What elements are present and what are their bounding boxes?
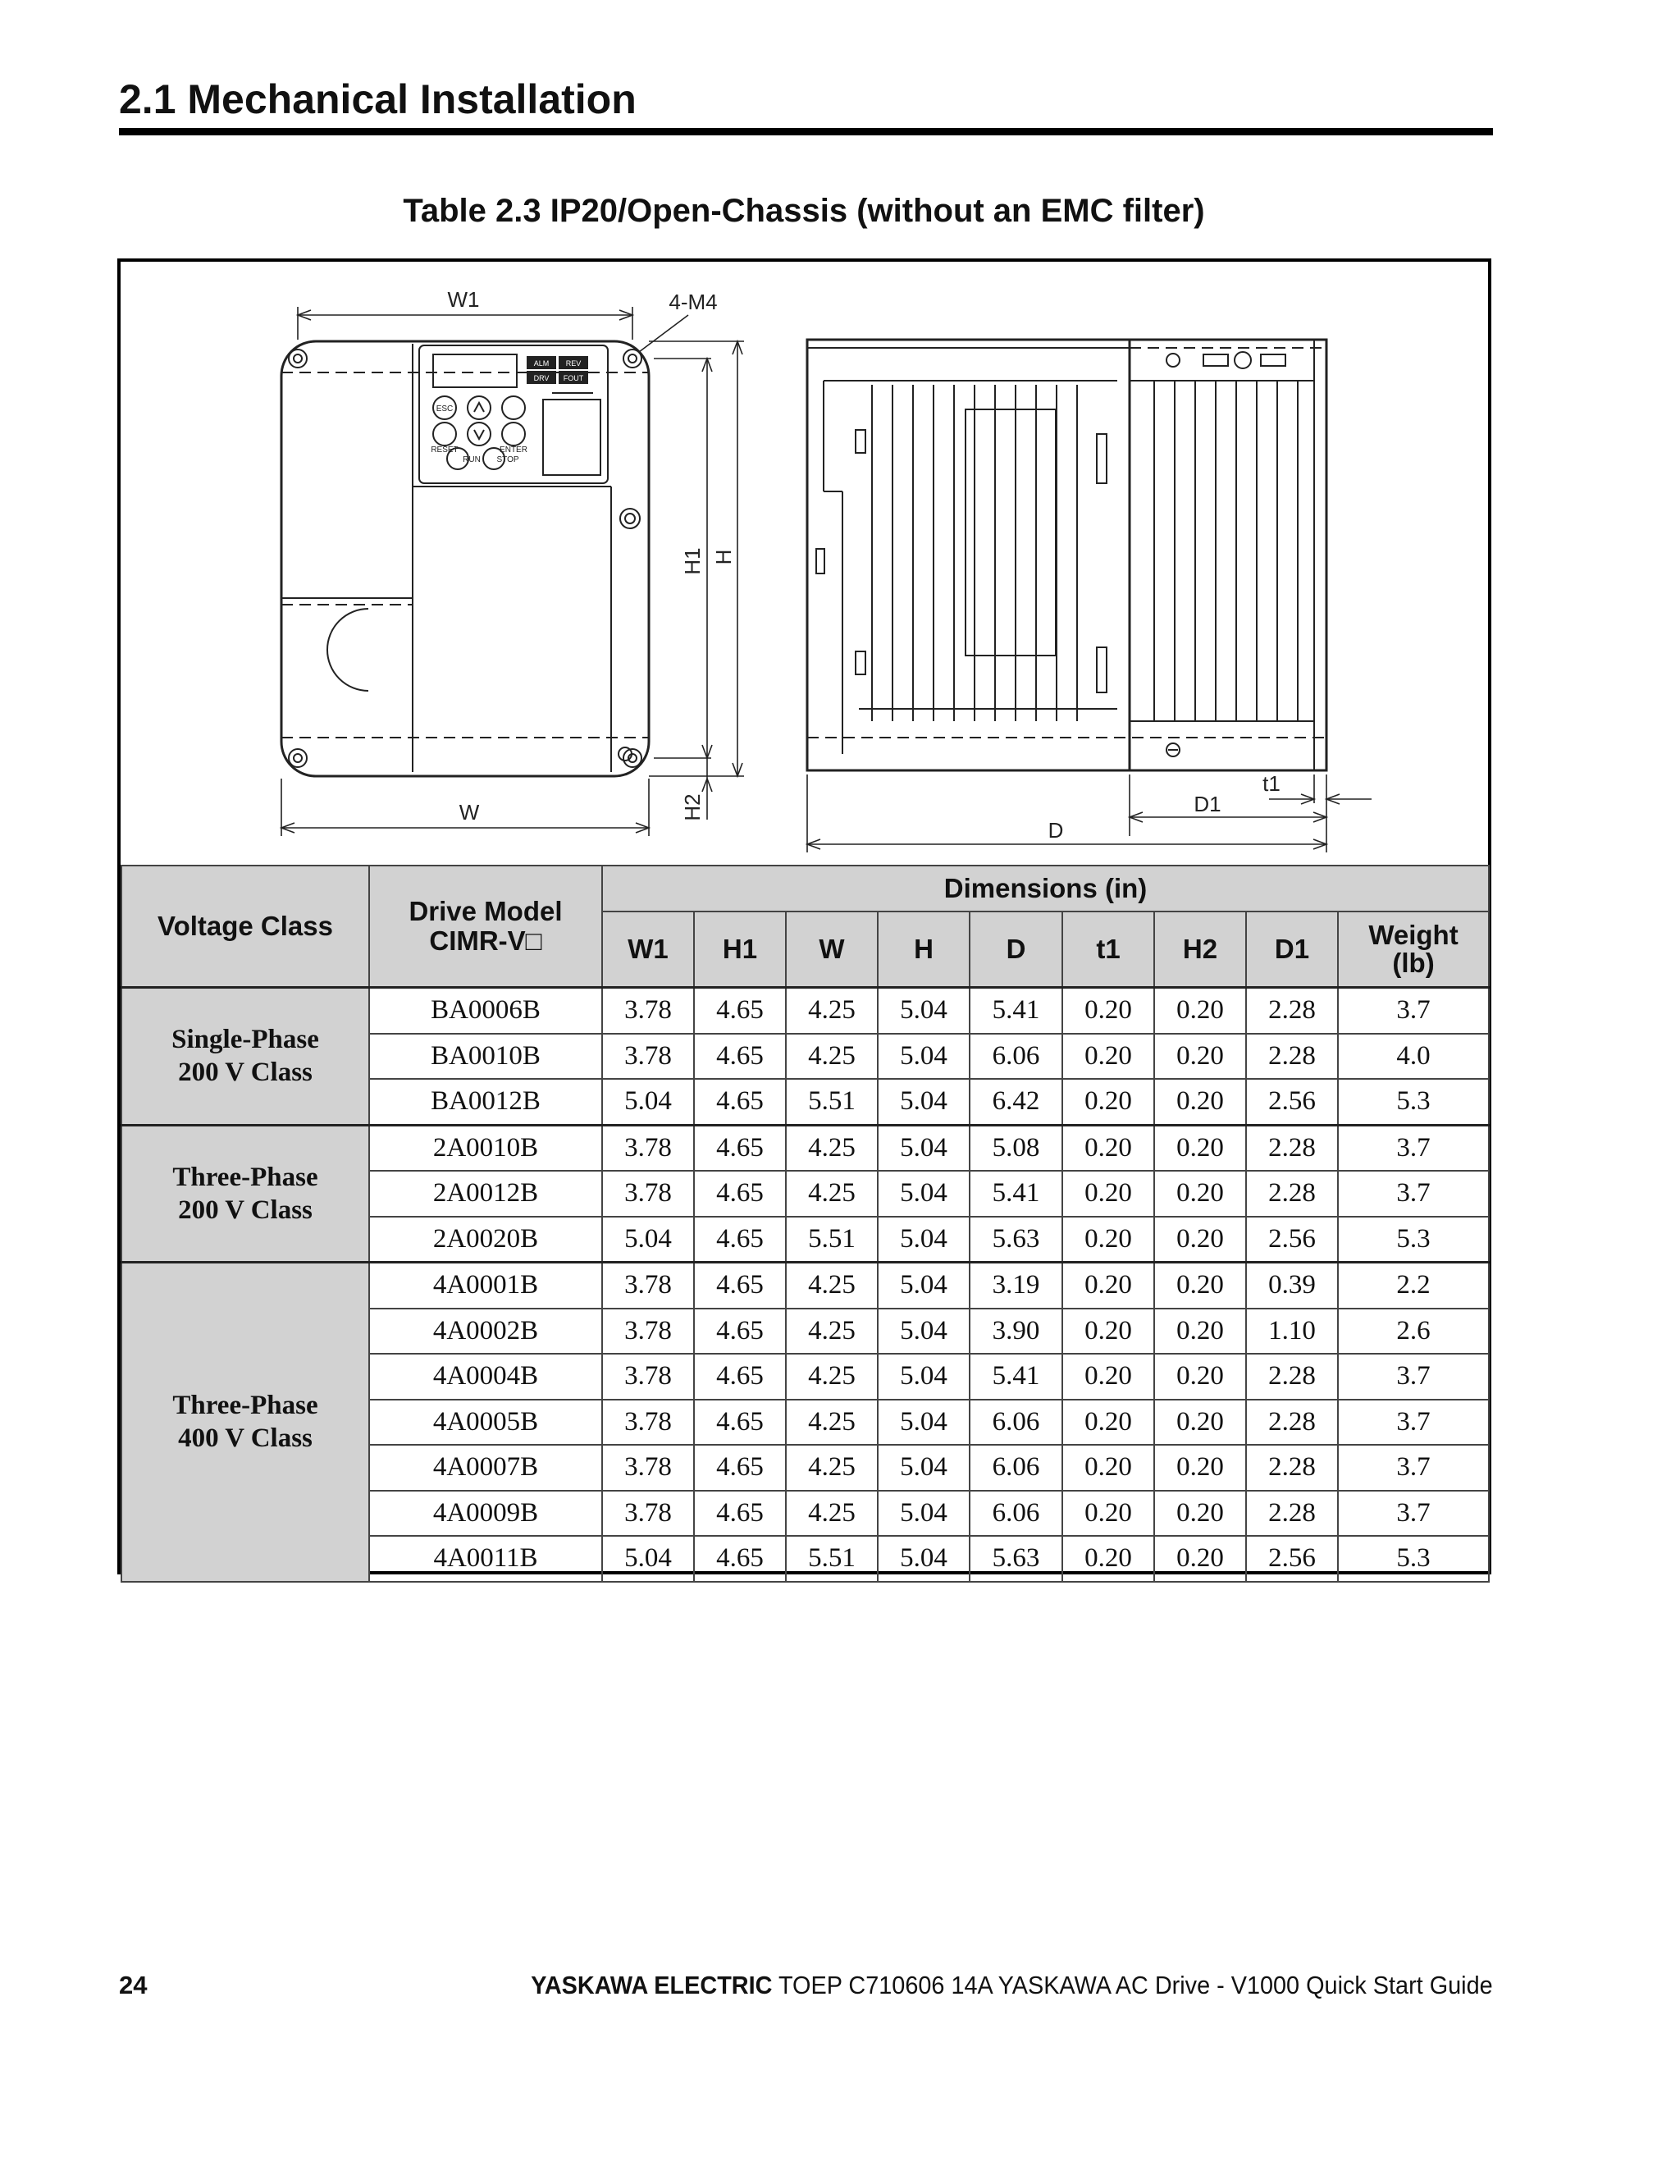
rev-label: REV	[565, 359, 582, 368]
cell-d: 5.41	[970, 988, 1062, 1034]
cell-weight: 3.7	[1338, 1354, 1489, 1400]
cell-d: 3.19	[970, 1263, 1062, 1309]
t1-label: t1	[1262, 771, 1281, 796]
cell-h2: 0.20	[1154, 1171, 1246, 1217]
cell-t1: 0.20	[1062, 1217, 1154, 1263]
cell-weight: 3.7	[1338, 1445, 1489, 1491]
cell-w1: 3.78	[602, 1034, 694, 1080]
cell-w1: 3.78	[602, 1171, 694, 1217]
h-label: H	[711, 549, 736, 565]
stop-label: STOP	[496, 455, 519, 464]
cell-w1: 3.78	[602, 1445, 694, 1491]
col-header-weight	[1338, 912, 1489, 988]
voltage-class-line2: 200 V Class	[178, 1195, 313, 1225]
table-frame	[117, 258, 1491, 1574]
voltage-class-cell	[121, 1125, 369, 1263]
cell-h2: 0.20	[1154, 988, 1246, 1034]
cell-weight: 3.7	[1338, 1171, 1489, 1217]
cell-h: 5.04	[878, 1171, 970, 1217]
cell-h: 5.04	[878, 1079, 970, 1125]
dimensions-table-body	[121, 988, 1489, 1582]
cell-w1: 3.78	[602, 1309, 694, 1355]
cell-h2: 0.20	[1154, 1445, 1246, 1491]
cell-w1: 3.78	[602, 1400, 694, 1446]
cell-model: 4A0005B	[369, 1400, 602, 1446]
cell-model: 4A0009B	[369, 1491, 602, 1537]
cell-h: 5.04	[878, 1125, 970, 1171]
cell-d1: 2.28	[1246, 1034, 1338, 1080]
cell-d1: 2.28	[1246, 1445, 1338, 1491]
cell-t1: 0.20	[1062, 1309, 1154, 1355]
cell-d: 6.06	[970, 1445, 1062, 1491]
cell-h2: 0.20	[1154, 1217, 1246, 1263]
table-row	[121, 988, 1489, 1034]
voltage-class-line1: Three-Phase	[172, 1391, 318, 1421]
cell-d: 5.63	[970, 1217, 1062, 1263]
dimension-drawing	[121, 262, 1488, 865]
cell-h1: 4.65	[694, 1445, 786, 1491]
cell-h1: 4.65	[694, 1536, 786, 1582]
footer-doc-title: TOEP C710606 14A YASKAWA AC Drive - V1000 Quick Start Guide	[772, 1971, 1493, 1999]
cell-h2: 0.20	[1154, 1079, 1246, 1125]
cell-w: 4.25	[786, 1263, 878, 1309]
cell-h2: 0.20	[1154, 1125, 1246, 1171]
cell-t1: 0.20	[1062, 1125, 1154, 1171]
cell-model: 2A0020B	[369, 1217, 602, 1263]
footer-text	[532, 1971, 1493, 2000]
col-header-h1: H1	[694, 912, 786, 988]
cell-w: 4.25	[786, 1171, 878, 1217]
drive-model-header-line1: Drive Model	[409, 896, 563, 926]
cell-d1: 2.28	[1246, 1354, 1338, 1400]
cell-w: 4.25	[786, 988, 878, 1034]
cell-w: 4.25	[786, 1445, 878, 1491]
cell-d1: 2.28	[1246, 988, 1338, 1034]
cell-h2: 0.20	[1154, 1536, 1246, 1582]
cell-w1: 5.04	[602, 1536, 694, 1582]
cell-d: 6.06	[970, 1491, 1062, 1537]
cell-model: 2A0010B	[369, 1125, 602, 1171]
cell-h2: 0.20	[1154, 1309, 1246, 1355]
voltage-class-line2: 400 V Class	[178, 1423, 313, 1454]
col-header-d1: D1	[1246, 912, 1338, 988]
drive-model-header	[369, 866, 602, 988]
cell-d1: 2.56	[1246, 1536, 1338, 1582]
h2-label: H2	[680, 793, 705, 821]
weight-header-line1: Weight	[1368, 920, 1459, 950]
cell-h1: 4.65	[694, 1125, 786, 1171]
cell-weight: 3.7	[1338, 988, 1489, 1034]
cell-w1: 3.78	[602, 988, 694, 1034]
cell-h1: 4.65	[694, 1263, 786, 1309]
table-row	[121, 1125, 1489, 1171]
cell-model: BA0012B	[369, 1079, 602, 1125]
voltage-class-cell	[121, 988, 369, 1126]
cell-w1: 3.78	[602, 1354, 694, 1400]
cell-h1: 4.65	[694, 1034, 786, 1080]
cell-weight: 3.7	[1338, 1491, 1489, 1537]
cell-d: 6.42	[970, 1079, 1062, 1125]
cell-t1: 0.20	[1062, 1491, 1154, 1537]
cell-h2: 0.20	[1154, 1354, 1246, 1400]
cell-h2: 0.20	[1154, 1400, 1246, 1446]
cell-d1: 2.56	[1246, 1217, 1338, 1263]
d1-label: D1	[1194, 792, 1221, 816]
footer-brand: YASKAWA ELECTRIC	[531, 1971, 773, 1999]
col-header-t1: t1	[1062, 912, 1154, 988]
cell-h1: 4.65	[694, 1217, 786, 1263]
cell-w1: 3.78	[602, 1125, 694, 1171]
cell-t1: 0.20	[1062, 1536, 1154, 1582]
cell-w: 4.25	[786, 1125, 878, 1171]
cell-model: BA0010B	[369, 1034, 602, 1080]
esc-label: ESC	[436, 404, 454, 413]
w-label: W	[459, 800, 480, 825]
cell-w: 5.51	[786, 1217, 878, 1263]
cell-weight: 4.0	[1338, 1034, 1489, 1080]
cell-d1: 2.56	[1246, 1079, 1338, 1125]
front-dimensions	[281, 287, 744, 836]
dimensions-header: Dimensions (in)	[602, 866, 1489, 912]
cell-h2: 0.20	[1154, 1034, 1246, 1080]
reset-label: RESET	[431, 445, 459, 455]
cell-h1: 4.65	[694, 1171, 786, 1217]
cell-d1: 2.28	[1246, 1491, 1338, 1537]
cell-h: 5.04	[878, 1217, 970, 1263]
cell-model: BA0006B	[369, 988, 602, 1034]
run-label: RUN	[463, 455, 481, 464]
col-header-h2: H2	[1154, 912, 1246, 988]
cell-d1: 1.10	[1246, 1309, 1338, 1355]
voltage-class-line2: 200 V Class	[178, 1058, 313, 1088]
drive-model-header-line2: CIMR-V□	[429, 925, 542, 956]
page-number: 24	[119, 1971, 148, 1999]
cell-w: 5.51	[786, 1079, 878, 1125]
cell-h2: 0.20	[1154, 1263, 1246, 1309]
w1-label: W1	[447, 287, 480, 312]
side-dimensions	[807, 771, 1372, 852]
cell-weight: 5.3	[1338, 1079, 1489, 1125]
cell-h: 5.04	[878, 1354, 970, 1400]
cell-h: 5.04	[878, 988, 970, 1034]
cell-d: 5.63	[970, 1536, 1062, 1582]
cell-model: 4A0002B	[369, 1309, 602, 1355]
cell-t1: 0.20	[1062, 1263, 1154, 1309]
cell-w1: 5.04	[602, 1079, 694, 1125]
cell-t1: 0.20	[1062, 1445, 1154, 1491]
cell-d: 5.41	[970, 1171, 1062, 1217]
cell-t1: 0.20	[1062, 1034, 1154, 1080]
cell-h: 5.04	[878, 1034, 970, 1080]
cell-d1: 2.28	[1246, 1400, 1338, 1446]
cell-t1: 0.20	[1062, 988, 1154, 1034]
dimension-drawing-svg	[121, 262, 1488, 865]
cell-d: 6.06	[970, 1034, 1062, 1080]
cell-w: 4.25	[786, 1034, 878, 1080]
voltage-class-line1: Three-Phase	[172, 1162, 318, 1192]
cell-weight: 5.3	[1338, 1217, 1489, 1263]
col-header-d: D	[970, 912, 1062, 988]
fout-label: FOUT	[563, 374, 584, 382]
cell-w: 4.25	[786, 1400, 878, 1446]
alm-label: ALM	[533, 359, 550, 368]
front-view	[281, 341, 649, 776]
voltage-class-line1: Single-Phase	[171, 1025, 319, 1055]
h1-label: H1	[680, 547, 705, 575]
cell-t1: 0.20	[1062, 1171, 1154, 1217]
cell-model: 4A0001B	[369, 1263, 602, 1309]
cell-h1: 4.65	[694, 1491, 786, 1537]
cell-weight: 3.7	[1338, 1125, 1489, 1171]
col-header-h: H	[878, 912, 970, 988]
weight-header-line2: (lb)	[1392, 948, 1435, 978]
cell-h1: 4.65	[694, 1079, 786, 1125]
cell-w: 4.25	[786, 1309, 878, 1355]
cell-h1: 4.65	[694, 1400, 786, 1446]
side-view	[807, 340, 1326, 770]
cell-w: 4.25	[786, 1491, 878, 1537]
cell-h1: 4.65	[694, 1354, 786, 1400]
col-header-w1: W1	[602, 912, 694, 988]
cell-h: 5.04	[878, 1536, 970, 1582]
cell-weight: 2.2	[1338, 1263, 1489, 1309]
voltage-class-header: Voltage Class	[121, 866, 369, 988]
voltage-class-cell	[121, 1263, 369, 1582]
cell-model: 4A0011B	[369, 1536, 602, 1582]
cell-h: 5.04	[878, 1491, 970, 1537]
cell-weight: 3.7	[1338, 1400, 1489, 1446]
title-rule	[119, 128, 1493, 135]
cell-model: 4A0007B	[369, 1445, 602, 1491]
table-caption: Table 2.3 IP20/Open-Chassis (without an EMC filter)	[403, 193, 1205, 229]
cell-model: 4A0004B	[369, 1354, 602, 1400]
cell-weight: 2.6	[1338, 1309, 1489, 1355]
cell-d: 6.06	[970, 1400, 1062, 1446]
cell-d1: 2.28	[1246, 1171, 1338, 1217]
cell-weight: 5.3	[1338, 1536, 1489, 1582]
cell-d: 3.90	[970, 1309, 1062, 1355]
cell-w: 4.25	[786, 1354, 878, 1400]
cell-w1: 3.78	[602, 1263, 694, 1309]
cell-h: 5.04	[878, 1400, 970, 1446]
cell-d1: 0.39	[1246, 1263, 1338, 1309]
cell-h1: 4.65	[694, 988, 786, 1034]
cell-h: 5.04	[878, 1309, 970, 1355]
cell-t1: 0.20	[1062, 1079, 1154, 1125]
enter-label: ENTER	[500, 445, 527, 455]
cell-model: 2A0012B	[369, 1171, 602, 1217]
drv-label: DRV	[533, 374, 550, 382]
cell-t1: 0.20	[1062, 1400, 1154, 1446]
cell-d: 5.08	[970, 1125, 1062, 1171]
cell-d: 5.41	[970, 1354, 1062, 1400]
col-header-w: W	[786, 912, 878, 988]
cell-h2: 0.20	[1154, 1491, 1246, 1537]
cell-h: 5.04	[878, 1263, 970, 1309]
cell-w1: 5.04	[602, 1217, 694, 1263]
cell-w1: 3.78	[602, 1491, 694, 1537]
cell-h1: 4.65	[694, 1309, 786, 1355]
dimensions-table	[121, 865, 1490, 1583]
cell-w: 5.51	[786, 1536, 878, 1582]
cell-h: 5.04	[878, 1445, 970, 1491]
d-label: D	[1048, 818, 1064, 843]
cell-t1: 0.20	[1062, 1354, 1154, 1400]
section-title: 2.1 Mechanical Installation	[119, 76, 637, 122]
table-row	[121, 1263, 1489, 1309]
m4-label: 4-M4	[669, 290, 718, 314]
cell-d1: 2.28	[1246, 1125, 1338, 1171]
